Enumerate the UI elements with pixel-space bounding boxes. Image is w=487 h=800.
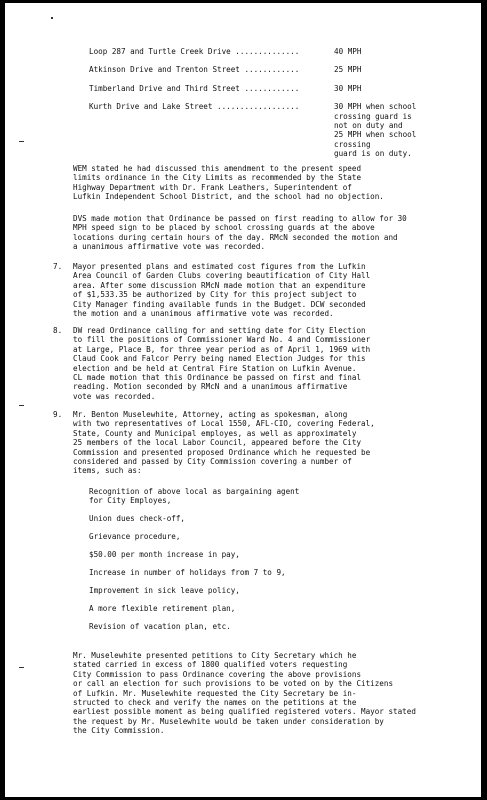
speed-limit-value: 40 MPH — [334, 47, 362, 56]
item-7-paragraph: Mayor presented plans and estimated cost figures from the Lufkin Area Council of Garden Clubs covering beautification of City Hall area. After some discussion RMcN made motion that an expenditure of $1,533.35 be authorized by City for this project subject to City Manager finding available funds in the Budget. DCW seconded the motion and a unanimous affirmative vote was recorded. — [73, 262, 371, 319]
road-name: Timberland Drive and Third Street ............ — [89, 83, 300, 93]
speed-limit-value: 25 MPH — [334, 65, 362, 75]
list-item: Improvement in sick leave policy, — [89, 586, 240, 596]
list-item: Union dues check-off, — [89, 514, 186, 524]
proposal-items-list — [89, 487, 299, 640]
speed-limit-row — [89, 84, 469, 93]
list-item: Grievance procedure, — [89, 532, 181, 542]
margin-mark — [19, 141, 24, 142]
list-item: A more flexible retirement plan, — [89, 604, 236, 614]
item-8-paragraph: DW read Ordinance calling for and setting date for City Election to fill the positions of Commissioner Ward No. 4 and Commissioner at Large, Place B, for three year period as of April 1, 1969 with Claud Cook and Falcor Perry being named Election Judges for this election and be held at Central Fire Station on Lufkin Avenue. CL made motion that this Ordinance be passed on first and final reading. Motion seconded by RMcN and a unanimous affirmative vote was recorded. — [73, 326, 371, 401]
speed-limit-row — [89, 102, 469, 158]
road-name: Atkinson Drive and Trenton Street ............ — [89, 65, 300, 75]
item-number: 7. — [53, 262, 63, 271]
wem-statement-paragraph: WEM stated he had discussed this amendment to the present speed limits ordinance in the City Limits as recommended by the State Highway Department with Dr. Frank Leathers, Superintendent of Lufkin Independent School District, and the school had no objection. — [73, 164, 384, 202]
road-name: Kurth Drive and Lake Street .................. — [89, 102, 300, 112]
petition-paragraph: Mr. Muselewhite presented petitions to City Secretary which he stated carried in excess of 1800 qualified voters requesting City Commission to pass Ordinance covering the above provisions or call an election for such provisions to be voted on by the Citizens of Lufkin. Mr. Muselewhite requested the City Secretary be in- structed to check and verify the names on the petitions at the earliest possible moment as being qualified registered voters. Mayor stated the request by Mr. Muselewhite would be taken under consideration by the City Commission. — [73, 651, 416, 736]
item-number: 8. — [53, 326, 63, 335]
list-item: Revision of vacation plan, etc. — [89, 622, 231, 632]
speed-limit-value: 30 MPH — [334, 83, 362, 93]
list-item: Recognition of above local as bargaining agent for City Employes, — [89, 487, 300, 506]
scan-speck — [51, 17, 53, 19]
item-number: 9. — [53, 410, 63, 419]
document-page — [5, 3, 481, 797]
speed-limit-row — [89, 65, 469, 74]
margin-mark — [19, 405, 24, 406]
margin-mark — [19, 667, 24, 668]
item-9-paragraph: Mr. Benton Muselewhite, Attorney, acting as spokesman, along with two representatives of Local 1550, AFL-CIO, covering Federal, State, County and Municipal employes, as well as approximately 25 members of the local Labor Council, appeared before the City Commission and presented proposed Ordinance which he requested be considered and passed by City Commission covering a number of items, such as: — [73, 410, 375, 476]
speed-limit-table — [89, 47, 469, 168]
road-name: Loop 287 and Turtle Creek Drive .............. — [89, 47, 300, 56]
list-item: Increase in number of holidays from 7 to 9, — [89, 568, 286, 578]
speed-limit-value: 30 MPH when school crossing guard is not on duty and 25 MPH when school crossing guard is on duty. — [334, 102, 417, 159]
dvs-motion-paragraph: DVS made motion that Ordinance be passed on first reading to allow for 30 MPH speed sign to be placed by school crossing guards at the above locations during certain hours of the day. RMcN seconded the motion and a unanimous affirmative vote was recorded. — [73, 214, 407, 252]
list-item: $50.00 per month increase in pay, — [89, 550, 240, 560]
speed-limit-row — [89, 47, 469, 56]
